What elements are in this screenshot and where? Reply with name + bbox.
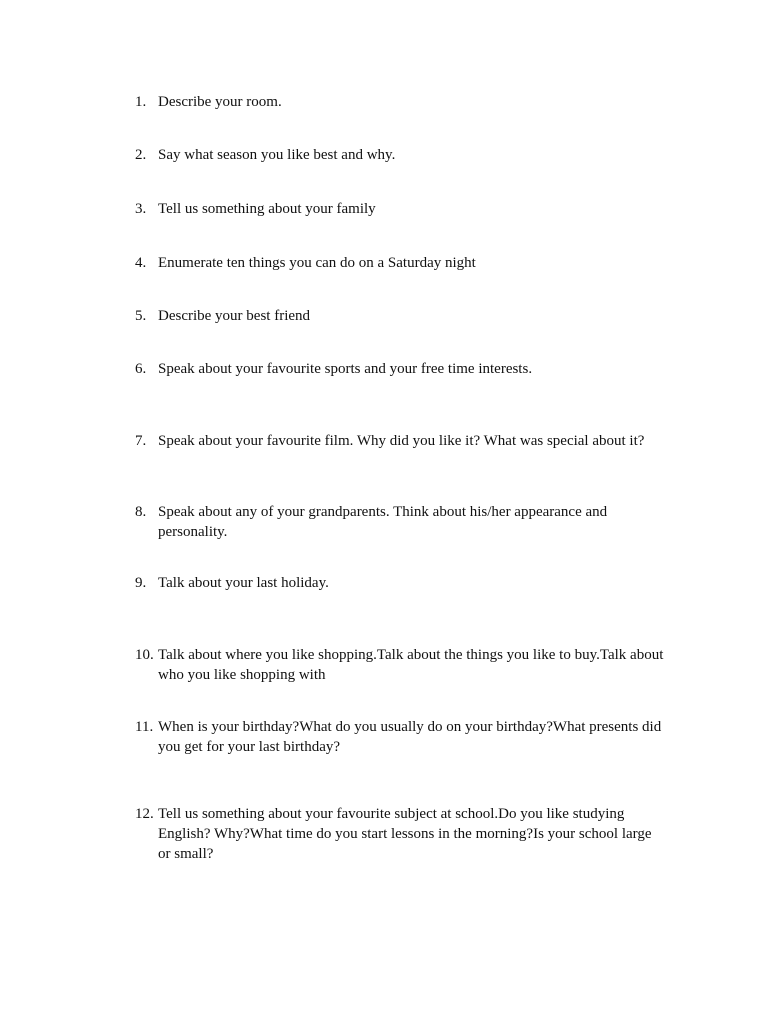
item-text: Tell us something about your family (158, 201, 376, 217)
item-number: 10. (135, 647, 154, 663)
item-text: Talk about your last holiday. (158, 575, 329, 591)
item-text: Enumerate ten things you can do on a Saturday night (158, 255, 476, 271)
item-text: Describe your best friend (158, 308, 311, 324)
item-text: Speak about any of your grandparents. Think about his/her appearance and personality. (158, 504, 608, 540)
item-number: 6. (135, 361, 147, 377)
item-number: 8. (135, 504, 147, 520)
list-item (135, 199, 665, 219)
list-item (135, 359, 665, 379)
item-text: Tell us something about your favourite subject at school.Do you like studying English? Why?What time do you start lessons in the morning?Is your school large or small? (158, 806, 652, 862)
list-item (135, 645, 665, 685)
item-text: Say what season you like best and why. (158, 147, 396, 163)
item-text: Describe your room. (158, 94, 282, 110)
item-text: Talk about where you like shopping.Talk about the things you like to buy.Talk about who you like shopping with (158, 647, 664, 683)
list-item (135, 253, 665, 273)
item-text: Speak about your favourite sports and your free time interests. (158, 361, 533, 377)
item-number: 4. (135, 255, 147, 271)
list-item (135, 145, 665, 165)
item-number: 12. (135, 806, 154, 822)
list-item (135, 573, 665, 593)
list-item (135, 804, 665, 864)
item-text: When is your birthday?What do you usually do on your birthday?What presents did you get for your last birthday? (158, 719, 662, 755)
list-item (135, 431, 665, 451)
list-item (135, 92, 665, 112)
item-number: 5. (135, 308, 147, 324)
list-item (135, 502, 665, 542)
item-number: 1. (135, 94, 147, 110)
list-item (135, 306, 665, 326)
item-number: 7. (135, 433, 147, 449)
item-number: 9. (135, 575, 147, 591)
item-number: 11. (135, 719, 154, 735)
item-number: 2. (135, 147, 147, 163)
item-text: Speak about your favourite film. Why did you like it? What was special about it? (158, 433, 645, 449)
list-item (135, 717, 665, 757)
item-number: 3. (135, 201, 147, 217)
